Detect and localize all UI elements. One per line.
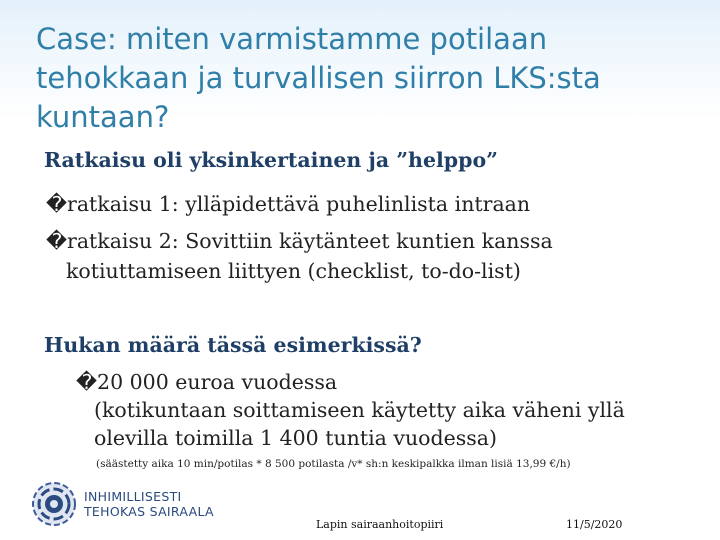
bullet-item-1 — [46, 190, 530, 218]
bullet-icon: � — [76, 370, 98, 394]
slide-title: Case: miten varmistamme potilaan tehokkaan ja turvallisen siirron LKS:sta kuntaan? — [36, 22, 601, 134]
bullet-text: 20 000 euroa vuodessa — [97, 370, 338, 394]
section-heading-waste: Hukan määrä tässä esimerkissä? — [44, 333, 422, 357]
bullet-item-2-continuation: kotiuttamiseen liittyen (checklist, to-do-list) — [66, 259, 521, 283]
bullet-text: ratkaisu 2: Sovittiin käytänteet kuntien kanssa — [67, 229, 553, 253]
section-heading-solution: Ratkaisu oli yksinkertainen ja ”helppo” — [44, 148, 498, 172]
footer-organization: Lapin sairaanhoitopiiri — [316, 518, 444, 531]
bullet-text: ratkaisu 1: ylläpidettävä puhelinlista intraan — [67, 192, 531, 216]
bullet-icon: � — [46, 192, 68, 216]
bullet-item-3 — [76, 368, 337, 396]
bullet-item-3-line-3: olevilla toimilla 1 400 tuntia vuodessa) — [94, 426, 498, 450]
calculation-note: (säästetty aika 10 min/potilas * 8 500 potilasta /v* sh:n keskipalkka ilman lisiä 13,99 €/h) — [96, 458, 571, 470]
bullet-item-3-line-2: (kotikuntaan soittamiseen käytetty aika väheni yllä — [94, 398, 625, 422]
bullet-item-2 — [46, 227, 553, 255]
footer-date: 11/5/2020 — [566, 518, 623, 531]
logo-text: INHIMILLISESTI TEHOKAS SAIRAALA — [84, 489, 214, 519]
bullet-icon: � — [46, 229, 68, 253]
